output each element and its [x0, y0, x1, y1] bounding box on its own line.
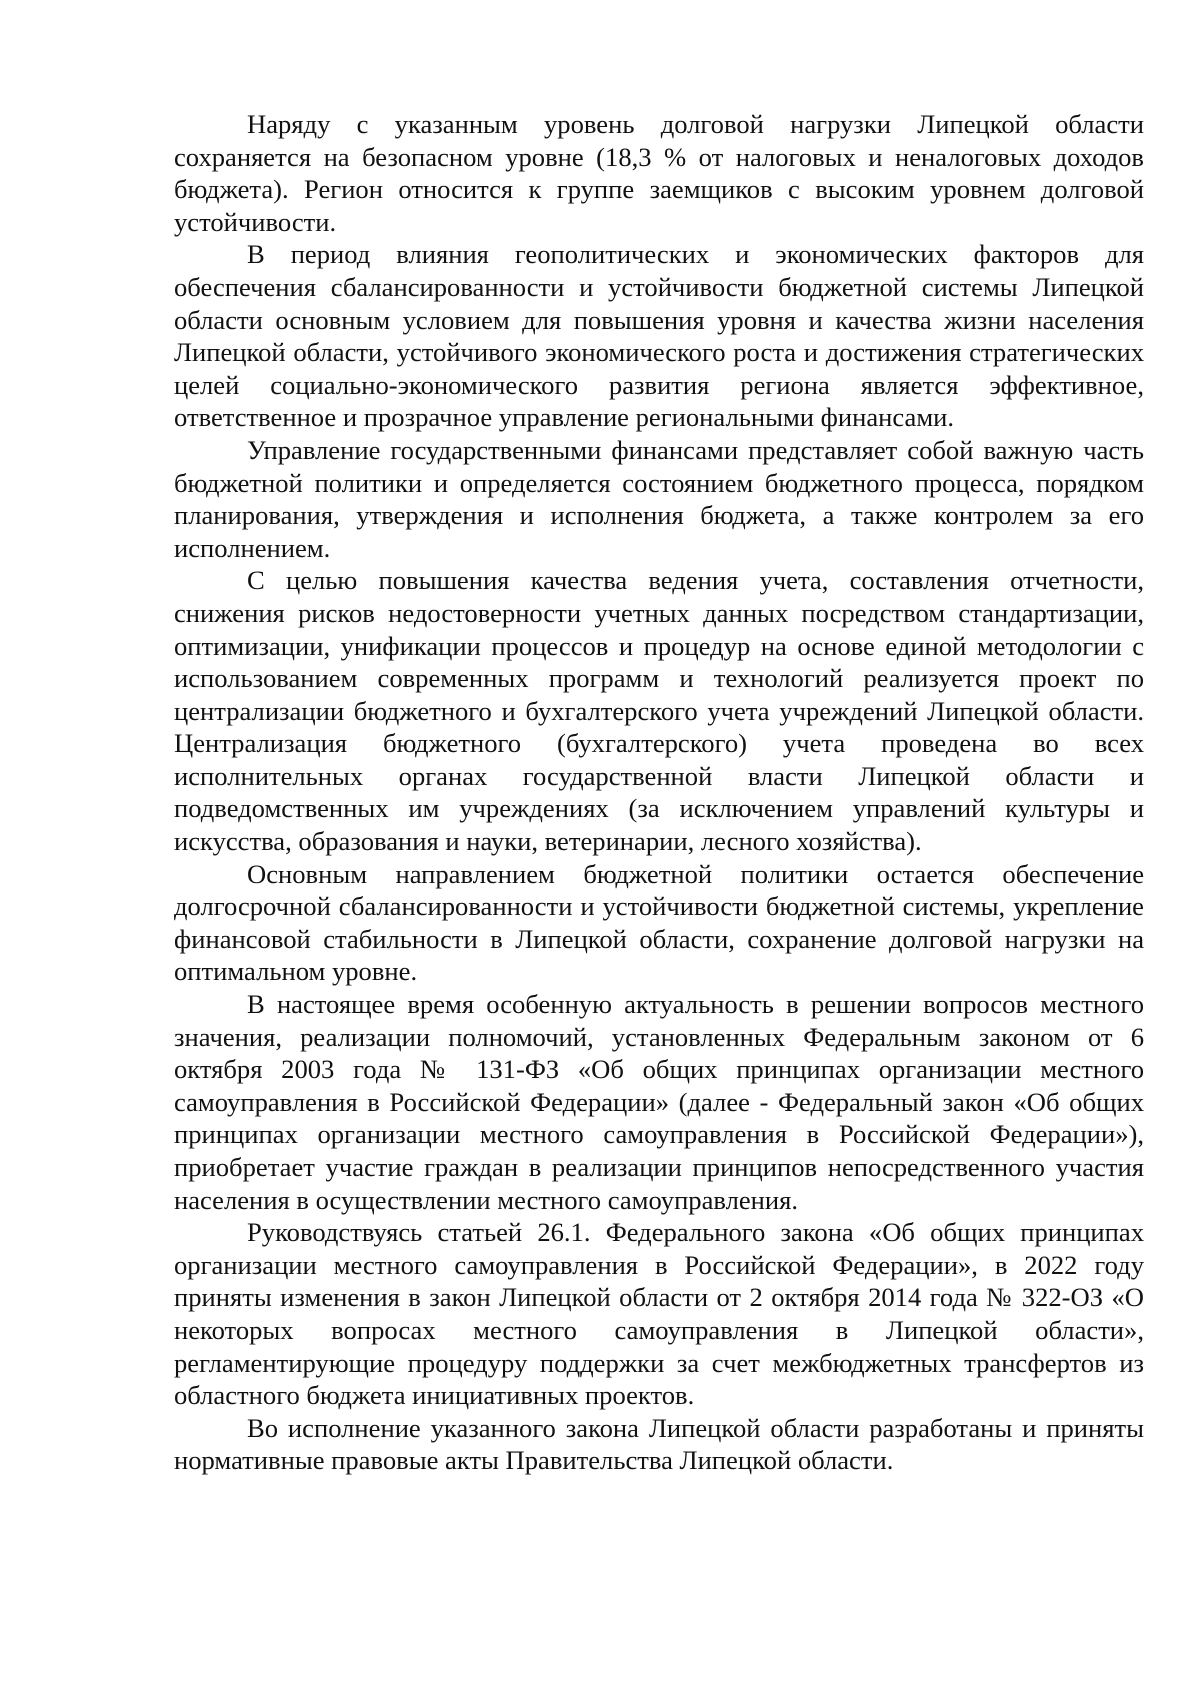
paragraph-accounting-centralization: С целью повышения качества ведения учета, составления отчетности, снижения рисков недостоверности учетных данных посредством стандартизации, оптимизации, унификации процессов и процедур на основе единой методологии с использованием современных программ и технологий реализуется проект по централизации бюджетного и бухгалтерского учета учреждений Липецкой области. Централизация бюджетного (бухгалтерского) учета проведена во всех исполнительных органах государственной власти Липецкой области и подведомственных им учреждениях (за исключением управлений культуры и искусства, образования и науки, ветеринарии, лесного хозяйства). — [174, 565, 1144, 857]
paragraph-budget-policy-direction: Основным направлением бюджетной политики остается обеспечение долгосрочной сбалансированности и устойчивости бюджетной системы, укрепление финансовой стабильности в Липецкой области, сохранение долговой нагрузки на оптимальном уровне. — [174, 858, 1144, 987]
paragraph-local-self-government: В настоящее время особенную актуальность в решении вопросов местного значения, реализации полномочий, установленных Федеральным законом от 6 октября 2003 года № 131-ФЗ «Об общих принципах организации местного самоуправления в Российской Федерации» (далее - Федеральный закон «Об общих принципах организации местного самоуправления в Российской Федерации»), приобретает участие граждан в реализации принципов непосредственного участия населения в осуществлении местного самоуправления. — [174, 989, 1144, 1215]
paragraph-budget-stability: В период влияния геополитических и экономических факторов для обеспечения сбалансированности и устойчивости бюджетной системы Липецкой области основным условием для повышения уровня и качества жизни населения Липецкой области, устойчивого экономического роста и достижения стратегических целей социально-экономического развития региона является эффективное, ответственное и прозрачное управление региональными финансами. — [174, 239, 1144, 433]
paragraph-finance-management: Управление государственными финансами представляет собой важную часть бюджетной политики и определяется состоянием бюджетного процесса, порядком планирования, утверждения и исполнения бюджета, а также контролем за его исполнением. — [174, 434, 1144, 563]
document-page — [174, 108, 1144, 1477]
paragraph-regulatory-acts: Во исполнение указанного закона Липецкой области разработаны и приняты нормативные правовые акты Правительства Липецкой области. — [174, 1412, 1144, 1476]
paragraph-regional-law-changes: Руководствуясь статьей 26.1. Федерального закона «Об общих принципах организации местного самоуправления в Российской Федерации», в 2022 году приняты изменения в закон Липецкой области от 2 октября 2014 года № 322-ОЗ «О некоторых вопросах местного самоуправления в Липецкой области», регламентирующие процедуру поддержки за счет межбюджетных трансфертов из областного бюджета инициативных проектов. — [174, 1217, 1144, 1411]
paragraph-debt-load: Наряду с указанным уровень долговой нагрузки Липецкой области сохраняется на безопасном уровне (18,3 % от налоговых и неналоговых доходов бюджета). Регион относится к группе заемщиков с высоким уровнем долговой устойчивости. — [174, 109, 1144, 237]
